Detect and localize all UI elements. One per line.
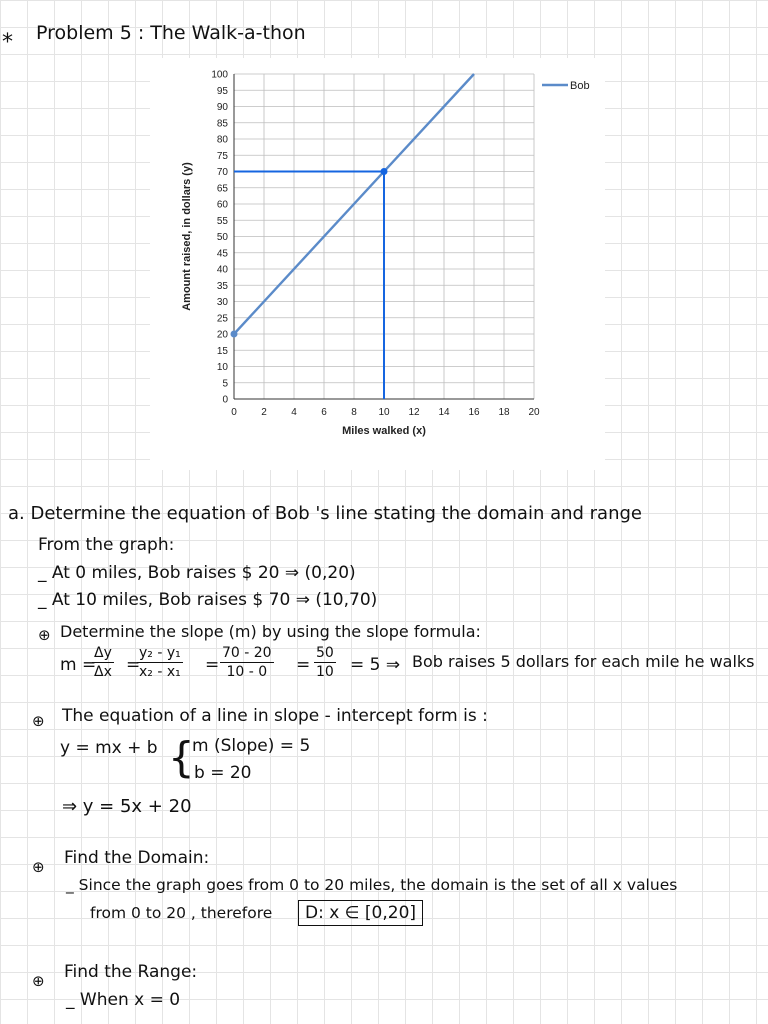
fraction-coordinates-den: x₂ - x₁ — [139, 664, 181, 680]
legend-label: Bob — [570, 80, 590, 92]
chart-canvas — [150, 58, 605, 470]
y-tick-label: 20 — [216, 329, 228, 341]
y-tick-label: 40 — [216, 264, 228, 276]
y-tick-label: 60 — [216, 199, 228, 211]
y-tick-label: 75 — [216, 150, 228, 162]
x-tick-label: 12 — [408, 407, 420, 418]
y-tick-label: 65 — [216, 183, 228, 195]
y-tick-label: 30 — [216, 297, 228, 308]
slope-result: = 5 ⇒ — [350, 655, 401, 675]
slope-heading: Determine the slope (m) by using the slope formula: — [60, 622, 481, 641]
domain-answer-box: D: x ∈ [0,20] — [298, 900, 423, 926]
point-two-text: _ At 10 miles, Bob raises $ 70 ⇒ (10,70) — [38, 590, 378, 610]
page-title: Problem 5 : The Walk-a-thon — [36, 22, 306, 44]
fraction-result — [314, 644, 336, 681]
fraction-coordinates-num: y₂ - y₁ — [139, 645, 181, 661]
y-tick-label: 95 — [216, 85, 228, 97]
y-tick-label: 25 — [216, 313, 228, 325]
y-tick-label: 35 — [216, 280, 228, 292]
equation-heading: The equation of a line in slope - intercept form is : — [62, 706, 488, 726]
data-point-start — [231, 331, 238, 338]
equals-sign: = — [126, 655, 141, 675]
part-a-heading: a. Determine the equation of Bob 's line stating the domain and range — [8, 503, 642, 524]
fraction-coordinates — [137, 644, 183, 681]
y-tick-label: 50 — [216, 232, 228, 243]
fraction-result-num: 50 — [316, 645, 334, 661]
fraction-delta-den: Δx — [94, 664, 112, 680]
x-tick-label: 16 — [468, 407, 480, 418]
x-tick-label: 14 — [438, 407, 450, 418]
point-one-text: _ At 0 miles, Bob raises $ 20 ⇒ (0,20) — [38, 563, 356, 583]
slope-m-label: m = — [60, 655, 97, 675]
fraction-values-num: 70 - 20 — [222, 645, 272, 661]
equals-sign: = — [296, 655, 311, 675]
fraction-result-den: 10 — [316, 664, 334, 680]
y-tick-label: 55 — [216, 215, 228, 227]
from-graph-text: From the graph: — [38, 535, 175, 555]
y-tick-label: 80 — [216, 134, 228, 146]
bullet-icon: ⊕ — [38, 626, 51, 644]
equals-sign: = — [205, 655, 220, 675]
fraction-values — [220, 644, 274, 681]
y-tick-label: 85 — [216, 118, 228, 130]
domain-line-two: from 0 to 20 , therefore — [90, 904, 273, 922]
data-point-highlight — [381, 168, 388, 175]
x-axis-label: Miles walked (x) — [342, 425, 426, 437]
y-tick-label: 0 — [222, 394, 228, 406]
x-tick-label: 20 — [528, 407, 540, 418]
walkathon-chart — [150, 58, 605, 470]
brace-symbol: { — [168, 733, 195, 782]
fraction-delta-num: Δy — [94, 645, 112, 661]
slope-meaning: Bob raises 5 dollars for each mile he walks — [412, 652, 755, 671]
y-tick-label: 15 — [216, 345, 228, 357]
bullet-icon: ⊕ — [32, 972, 45, 990]
range-line-one: _ When x = 0 — [66, 990, 181, 1010]
domain-line-one: _ Since the graph goes from 0 to 20 miles, the domain is the set of all x values — [66, 876, 678, 894]
x-tick-label: 4 — [291, 407, 297, 418]
general-form: y = mx + b — [60, 738, 158, 758]
range-heading: Find the Range: — [64, 962, 198, 982]
y-tick-label: 70 — [216, 167, 228, 178]
y-tick-label: 45 — [216, 248, 228, 260]
bullet-icon: ⊕ — [32, 858, 45, 876]
x-tick-label: 6 — [321, 407, 327, 418]
fraction-delta — [92, 644, 114, 681]
star-mark: * — [2, 30, 13, 55]
x-tick-label: 2 — [261, 407, 267, 418]
y-tick-label: 10 — [216, 362, 228, 373]
y-axis-label: Amount raised, in dollars (y) — [181, 162, 193, 311]
x-tick-label: 10 — [378, 407, 390, 418]
y-tick-label: 100 — [211, 69, 228, 81]
domain-heading: Find the Domain: — [64, 848, 210, 868]
x-tick-label: 0 — [231, 407, 237, 418]
y-tick-label: 5 — [222, 378, 228, 390]
equation-result: ⇒ y = 5x + 20 — [62, 796, 192, 817]
x-tick-label: 8 — [351, 407, 357, 418]
bullet-icon: ⊕ — [32, 712, 45, 730]
x-tick-label: 18 — [498, 407, 510, 418]
intercept-value: b = 20 — [194, 763, 252, 783]
slope-value: m (Slope) = 5 — [192, 736, 311, 756]
fraction-values-den: 10 - 0 — [226, 664, 268, 680]
y-tick-label: 90 — [216, 102, 228, 113]
